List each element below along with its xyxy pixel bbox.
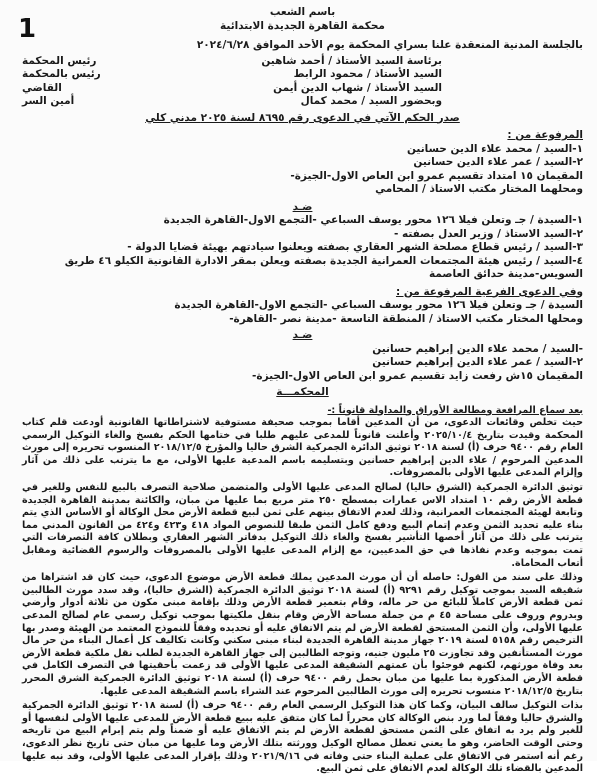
- panel-role: أمين السر: [22, 95, 75, 107]
- sub-case-line: السيدة / جـ وتعلن فيلا ١٢٦ محور يوسف السباعي -التجمع الاول-القاهرة الجديدة: [174, 299, 583, 311]
- defendant-line: ٢-السيد الاستاذ / وزير العدل بصفته -: [393, 227, 583, 240]
- plaintiffs-heading: المرفوعة من :: [507, 129, 583, 141]
- panel-row: [22, 95, 442, 109]
- sub-case-against-line: المقيمان ١٥ش رفعت زايد تقسيم عمرو ابن العاص الاول-الجيزة-: [252, 369, 583, 382]
- body-paragraph: بذات التوكيل سالف البيان، وكما كان هذا التوكيل الرسمي العام رقم ٩٤٠٠ حرف (أ) لسنة ٢٠١٨ توثيق الدائرة الجمركية والشرق حاليا وفقاً لما ورد بنص الوكالة كان محرراً لما كان متفق عليه ببيع قطعة الأرض للمدعى عليها الأولى لنفسها أو للغير ولم يرد به اتفاق على الثمن مستحق لقطعة الأرض لم يتم الاتفاق عليه أو ضمناً ولم يتم إبرام البيع من تاريخه وحتى الوقت الحاضر، وهو ما يعني تعطل مصالح الوكيل وورثته بتلك الأرض وما عليها من مبان حتى تاريخ نظر الدعوى، رغم أنه استمر في الاتفاق على عملية البناء حتى وفاته في ٢٠٢١/٩/١٦ وذلك بإقرار المدعى عليها الأولى، وقد نبه عليها المدعين بالقضاء تلك الوكالة لعدم الاتفاق على ثمن البيع.: [22, 700, 583, 775]
- intro-line: بعد سماع المرافعة ومطالعة الأوراق والمداولة قانوناً :-: [327, 404, 583, 416]
- body-paragraph: حيث تخلص وقائعات الدعوى، من أن المدعين أقاما بموجب صحيفة مستوفية لاشتراطاتها القانونية أودعت قلم كتاب المحكمة وقيدت بتاريخ ٢٠٢٥/١٠/٤ وأعلنت قانوناً للمدعى عليهم طلبا في ختامها الحكم بفسخ والغاء التوكيل الرسمي العام رقم ٩٤٠٠ حرف (أ) لسنة ٢٠١٨ توثيق الدائرة الجمركية الشرق حاليا والمؤرخ ٢٠١٨/١٢/٥ المنسوب تحريره إلى مورث المدعين المرحوم / علاء الدين إبراهيم حسانين وبتسليمه باسم المدعية عليها الأولى، مع ما يترتب على ذلك من آثار وإلزام المدعى عليها الأولى بالمصروفات.: [22, 417, 584, 479]
- judges-panel: [22, 55, 543, 109]
- defendant-line: ٤-السيد / رئيس هيئة المجتمعات العمرانية الجديدة بصفته ويعلن بمقر الادارة القانونية الكيلو ٤٦ طريق السويس-مدينة حدائق العاصمة: [64, 254, 583, 280]
- sub-case-section: [22, 286, 583, 384]
- plaintiff-line: ١-السيد / محمد علاء الدين حسانين: [406, 142, 583, 155]
- plaintiff-line: ومحلهما المختار مكتب الاستاذ / المحامي: [375, 183, 583, 195]
- court-name: محكمة القاهرة الجديدة الابتدائية: [220, 19, 385, 32]
- plaintiff-line: ٢-السيد / عمر علاء الدين حسانين: [413, 156, 583, 168]
- sub-case-line: ومحلها المختار مكتب الاستاذ / المنطقة التاسعة -مدينة نصر -القاهرة-: [229, 312, 583, 325]
- defendants-heading: ضـد: [292, 200, 313, 213]
- page-number: 1: [18, 14, 37, 44]
- court-heading: المحكمـــة: [276, 386, 329, 398]
- panel-role: رئيس المحكمة: [22, 54, 97, 67]
- panel-row: [22, 68, 442, 82]
- sub-case-heading: وفي الدعوى الفرعية المرفوعة من :: [395, 285, 583, 298]
- panel-row: [22, 82, 442, 96]
- panel-row: [22, 55, 442, 69]
- verdict-line: صدر الحكم الآتي في الدعوى رقم ٨٦٩٥ لسنة ٢٠٢٥ مدني كلي: [145, 111, 460, 124]
- body-paragraph: وذلك على سند من القول: حاصله أن أن مورث المدعين يملك قطعة الأرض موضوع الدعوى، حيث كان قد اشتراها من شقيقه السيد بموجب توكيل رقم ٩٢٩١ (أ) لسنة ٢٠١٨ توثيق الدائرة الجمركية (الشرق حاليا)، وقد سدد مورث الطالبين ثمن قطعة الأرض كاملاً للبائع من حر ماله، وقام بتعمير قطعة الأرض وذلك بإقامة مبنى مكون من ثلاثة أدوار وأرضي وبدروم وروف على مساحة ٤٥ م من جملة مساحة الأرض وقام بنقل ملكيتها بموجب توكيل رسمي عام لصالح المدعى عليها الأولى، وأن الثمن المستحق لقطعة الأرض لم يتم الاتفاق عليه أو تحديده وفقاً للنموذج المعتمد من الهيئة وصدر بها الترخيص رقم ٥١٥٨ لسنة ٢٠١٩ جهاز مدينة القاهرة الجديدة لبناء مبنى سكني وكانت تكاليف كل أعمال البناء من حر مال مورث المستأنفين وقد تجاوزت ٢٥ مليون جنيه، وتوجه الطالبين إلى جهاز القاهرة الجديدة لطلب نقل ملكية قطعة الأرض بعد وفاة مورثهم، لكنهم فوجئوا بأن عمتهم الشقيقة المدعى عليها الأولى قد زعمت بأحقيتها في التصرف الكامل في قطعة الأرض المذكورة بما عليها من مبان بحمل رقم ٩٤٠٠ حرف (أ) لسنة ٢٠١٨ توثيق الدائرة الجمركية الشرق المحرر بتاريخ ٢٠١٨/١٢/٥ منسوب تحريره إلى مورث الطالبين المرحوم عند الشراء باسم الشقيقة المدعى عليها.: [22, 572, 584, 697]
- sub-case-against-heading: ضـد: [292, 329, 313, 341]
- body-paragraph: توثيق الدائرة الجمركية (الشرق حاليا) لصالح المدعى عليها الأولى والمتضمن صلاحية التصرف بالبيع للنفس وللغير في قطعة الأرض رقم ١٠ امتداد الاس عمارات بمسطح ٢٥٠ متر مربع بما عليها من مبان، والكائنة بمدينة القاهرة الجديدة وتابعة لهيئة المجتمعات العمرانية، وذلك لعدم الاتفاق بينهم على ثمن لبيع قطعة الأرض محل الوكالة أو الأساس الذي يتم بناء عليه تحديد الثمن وعدم إتمام البيع ودفع كامل الثمن طبقا للنصوص المواد ٤١٨ و٤٢٣ و٤٢٤ من القانون المدني مما يترتب على ذلك من آثار أخصها التأشير بفسخ والغاء ذلك التوكيل بدفاتر الشهر العقاري وبطلان كافة التصرفات التي تمت بموجبه وعدم نفاذها في حق المدعيين، مع إلزام المدعى عليها الأولى بالمصروفات والرسوم القضائية ومقابل أتعاب المحاماة.: [22, 482, 584, 569]
- header-line-1: باسم الشعب: [269, 6, 336, 18]
- plaintiffs-section: [22, 129, 583, 197]
- defendant-line: ١-السيدة / جـ وتعلن فيلا ١٢٦ محور يوسف السباعي -التجمع الاول-القاهرة الجديدة: [163, 214, 583, 226]
- panel-member: السيد الأستاذ / محمود الرابط: [293, 68, 442, 80]
- sub-case-against-line: -السيد / محمد علاء الدين إبراهيم حسانين: [372, 342, 583, 355]
- sub-case-against-line: ٢-السيد / عمر علاء الدين إبراهيم حسانين: [372, 356, 583, 368]
- panel-role: القاضي: [22, 81, 62, 94]
- session-line: بالجلسة المدنية المنعقدة علنا بسراي المحكمة يوم الأحد الموافق ٢٠٢٤/٦/٢٨: [196, 39, 583, 51]
- judgment-document: [22, 6, 583, 776]
- panel-member: السيد الأستاذ / شهاب الدين أيمن: [273, 81, 442, 94]
- plaintiff-line: المقيمان ١٥ امتداد تقسيم عمرو ابن العاص الاول-الجيزة-: [290, 169, 583, 182]
- defendant-line: ٣-السيد / رئيس قطاع مصلحة الشهر العقاري بصفته ويعلنوا سيادتهم بهيئة قضايا الدولة -: [127, 241, 583, 253]
- defendants-section: [22, 201, 583, 282]
- panel-member: وبحضور السيد / محمد كمال: [300, 95, 442, 107]
- reasoning-section: [22, 405, 583, 776]
- panel-member: برئاسة السيد الأستاذ / أحمد شاهين: [261, 54, 442, 67]
- panel-role: رئيس بالمحكمة: [22, 68, 101, 80]
